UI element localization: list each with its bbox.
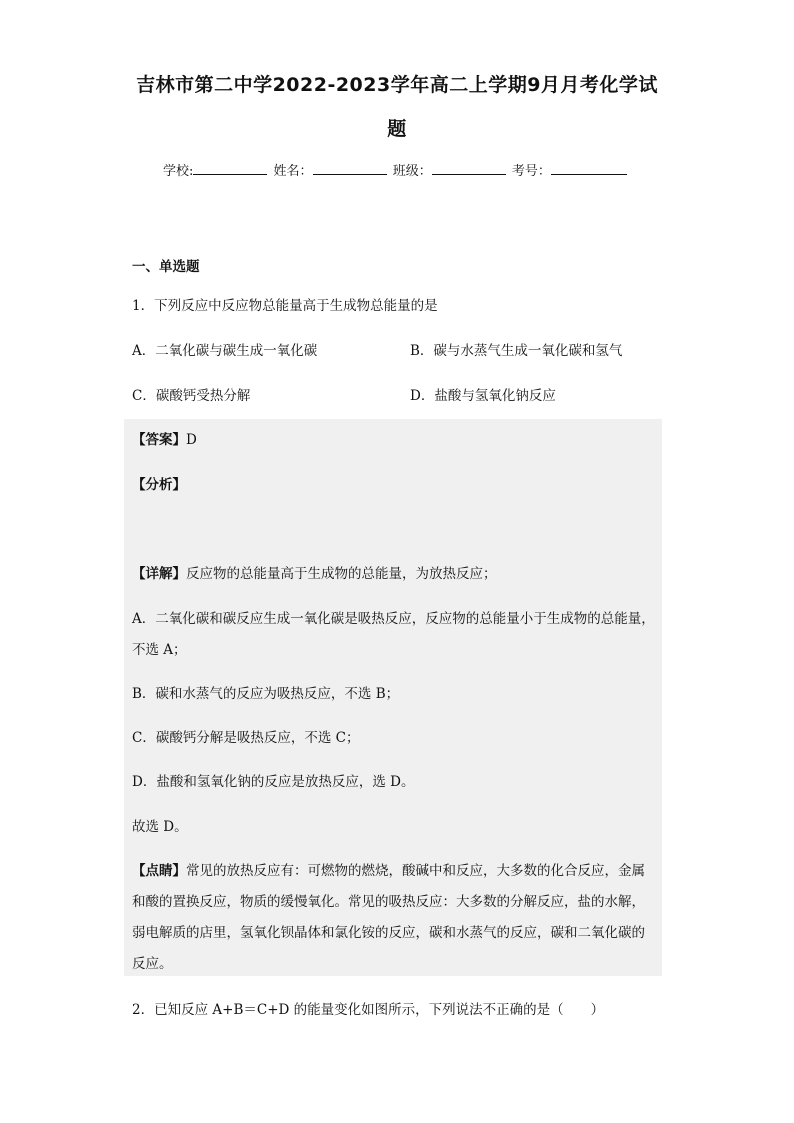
comment-line3: 弱电解质的店里，氢氧化钡晶体和氯化铵的反应，碳和水蒸气的反应，碳和二氧化碳的 xyxy=(132,925,645,941)
question-1-option-a: A．二氧化碳与碳生成一氧化碳 xyxy=(132,343,318,359)
document-title-line1: 吉林市第二中学2022-2023学年高二上学期9月月考化学试 xyxy=(136,74,658,96)
student-info-line xyxy=(163,160,629,179)
question-1-option-d: D．盐酸与氢氧化钠反应 xyxy=(410,388,556,404)
question-2-stem: 2．已知反应 A+B＝C+D 的能量变化如图所示，下列说法不正确的是（ ） xyxy=(132,1002,605,1018)
school-label: 学校: xyxy=(163,164,194,179)
question-1-option-b: B．碳与水蒸气生成一氧化碳和氢气 xyxy=(410,343,623,359)
comment-tag: 【点睛】 xyxy=(132,863,186,879)
detail-c-line: C．碳酸钙分解是吸热反应，不选 C； xyxy=(132,730,360,746)
conclusion-line: 故选 D。 xyxy=(132,819,188,835)
detail-a-line2: 不选 A； xyxy=(132,642,187,658)
analysis-line xyxy=(132,473,186,493)
detail-b-line: B．碳和水蒸气的反应为吸热反应，不选 B； xyxy=(132,686,400,702)
answer-line xyxy=(132,428,197,448)
comment-line4: 反应。 xyxy=(132,956,173,972)
detail-d-line: D．盐酸和氢氧化钠的反应是放热反应，选 D。 xyxy=(132,774,415,790)
question-1-option-c: C．碳酸钙受热分解 xyxy=(132,388,251,404)
number-label: 考号： xyxy=(511,164,551,179)
detail-a-line1: A．二氧化碳和碳反应生成一氧化碳是吸热反应，反应物的总能量小于生成物的总能量， xyxy=(132,611,655,627)
detail-line xyxy=(132,562,497,582)
number-blank[interactable] xyxy=(551,162,627,175)
class-label: 班级： xyxy=(392,164,432,179)
name-blank[interactable] xyxy=(313,162,387,175)
comment-line1 xyxy=(132,859,645,879)
question-1-stem: 1．下列反应中反应物总能量高于生成物总能量的是 xyxy=(132,298,438,314)
class-blank[interactable] xyxy=(432,162,506,175)
document-title-line2: 题 xyxy=(387,118,407,140)
comment-line2: 和酸的置换反应，物质的缓慢氧化。常见的吸热反应：大多数的分解反应，盐的水解， xyxy=(132,894,645,910)
detail-tag: 【详解】 xyxy=(132,566,186,582)
comment-text-1: 常见的放热反应有：可燃物的燃烧，酸碱中和反应，大多数的化合反应，金属 xyxy=(186,863,645,879)
section-heading: 一、单选题 xyxy=(132,259,200,275)
detail-text: 反应物的总能量高于生成物的总能量，为放热反应； xyxy=(186,566,497,582)
school-blank[interactable] xyxy=(193,162,267,175)
name-label: 姓名： xyxy=(273,164,313,179)
analysis-tag: 【分析】 xyxy=(132,477,186,493)
answer-tag: 【答案】 xyxy=(132,432,186,448)
answer-value: D xyxy=(186,432,197,448)
